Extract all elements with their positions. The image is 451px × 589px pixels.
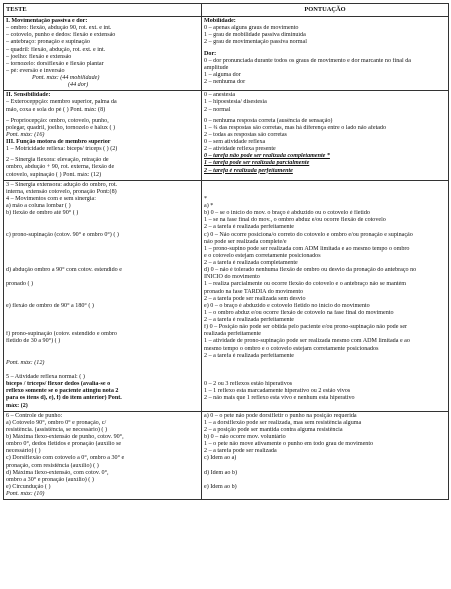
sec3-item: para os itens d), e), f) do item anterior) Pont. <box>6 395 122 402</box>
sec3-item: e) flexão de ombro de 90° a 180° ( ) <box>6 302 94 309</box>
score-line: 2 – a tarefa pode ser realizada <box>204 448 277 455</box>
sec2-item: 2 – Sinergia flexora: elevação, retração de <box>6 157 109 164</box>
score-line: 1 – se na fase final do mov., o ombro abduz e/ou ocorre flexão de cotovelo <box>204 217 386 224</box>
header-teste: TESTE <box>4 4 202 17</box>
sec4-item: pronação, com resistência (auxílio) ( ) <box>6 462 99 469</box>
sec1-item: – pé: eversão e inversão <box>6 67 65 74</box>
score-line: 2 – todas as respostas são corretas <box>204 131 287 138</box>
sec1-max-score: (44 dor) <box>68 82 89 89</box>
sec4-max-score: Pont. máx: (10) <box>6 491 45 497</box>
sec2-left-cell <box>4 91 202 180</box>
sec2-item: ombro, abdução + 90, rot. externa, flexão de <box>6 164 115 171</box>
score-line: 2 – a tarefa é realizada perfeitamente <box>204 352 294 359</box>
score-line: c) 0 – Não ocorre posiciona/o correto do cotovelo e ombro e/ou pronação e supinação <box>204 231 413 238</box>
sec2-item: – Exteroceppção: membro superior, palma da <box>6 99 117 106</box>
sec1-subtitle: Dor: <box>204 50 217 57</box>
sec1-title: I. Movimentação passiva e dor: <box>6 18 88 24</box>
sec2-item: – Propriocepção: ombro, cotovelo, punho, <box>6 117 109 124</box>
sec4-item: ombro 0°, dedos fletidos e pronação (auxílio se <box>6 441 122 448</box>
score-line: 0 – anestesia <box>204 92 236 99</box>
score-line: não pode ser realizada complete/e <box>204 238 287 245</box>
score-line: e) 0 – o braço é abduzido e cotovelo fletido no início do movimento <box>204 302 370 309</box>
score-line: 0 – 2 ou 3 reflexos estão hiperativos <box>204 381 293 388</box>
sec3-item: d) abdução ombro a 90° com cotov. estendido e <box>6 267 122 274</box>
score-line: 2 – grau de movimentação passiva normal <box>204 39 307 46</box>
sec3-max-score: Pont. máx: (12) <box>6 359 45 366</box>
score-line: b) 0 – se o início do mov. o braço é abduzido ou o cotovelo é fletido <box>204 210 370 217</box>
score-line: 2 – a tarefa é realizada completamente <box>204 260 298 266</box>
sec3-item: c) prono-supinação (cotov. 90° e ombro 0°) ( ) <box>6 231 119 238</box>
header-pontuacao: PONTUAÇÃO <box>202 4 449 17</box>
table-header-row <box>4 4 449 17</box>
sec2-item: 1 – Motricidade reflexa: bíceps/ tríceps ( ) (2) <box>6 146 118 153</box>
score-line: 2 – nenhuma dor <box>204 79 246 85</box>
sec1-item: – antebraço: pronação e supinação <box>6 39 90 46</box>
score-line: 2 – a tarefa é realizada perfeitamente <box>204 317 294 323</box>
table-row <box>4 411 449 500</box>
sec4-item: resistência. (assistência, se necessário) ( ) <box>6 426 108 433</box>
score-line: 1 – 1 reflexo esta marcadamente hiperativo ou 2 estão vivos <box>204 388 351 395</box>
sec1-max-score: Pont. máx: (44 mobilidade) <box>32 75 100 81</box>
sec4-item: ombro a 30° e pronação (auxílio) ( ) <box>6 476 94 483</box>
sec4-item: d) Máxima flexo-extensão, com cotov. 0°, <box>6 469 109 476</box>
score-line: d) 0 – não é tolerado nenhuma flexão de ombro ou desvio da pronação do antebraço no <box>204 267 417 274</box>
sec2-item: cotovelo, supinação ( ) Pont. máx: (12) <box>6 171 102 178</box>
sec4-item: c) Dorsiflexão com cotovelo a 0°, ombro a 30° e <box>6 455 125 462</box>
score-line: 0 – sem atividade reflexa <box>204 139 266 145</box>
score-line: d) Idem ao b) <box>204 469 237 476</box>
sec1-left-cell <box>4 17 202 91</box>
sec3-item: bíceps / tríceps/ flexor dedos (avalia-se o <box>6 381 111 388</box>
sec3-item: pronado ( ) <box>6 281 34 288</box>
sec4-right-cell <box>202 411 449 500</box>
table-row <box>4 180 449 411</box>
sec1-item: – cotovelo, punho e dedos: flexão e extensão <box>6 32 116 39</box>
sec3-item: 5 – Atividade reflexa normal: ( ) <box>6 374 85 380</box>
sec3-item: f) prono-supinação (cotov. estendido e ombro <box>6 331 117 338</box>
sec1-item: – ombro: flexão, abdução 90, rot. ext. e int. <box>6 25 112 32</box>
score-line: 1 – prono-supino pode ser realizada com ADM limitada e ao mesmo tempo o ombro <box>204 245 410 252</box>
score-line: pronado na fase TARDIA do movimento <box>204 288 304 295</box>
sec3-left-cell <box>4 180 202 411</box>
sec3-item: b) flexão de ombro até 90° ( ) <box>6 210 79 217</box>
score-line: 1 – hipoestesia/ disestesia <box>204 99 267 106</box>
score-line: 0 – dor pronunciada durante todos os graus de movimento e dor marcante no final da <box>204 57 411 64</box>
score-line: mesmo tempo o ombro e o cotovelo estejam corretamente posicionados <box>204 345 379 352</box>
sec3-item: reflexo somente se o paciente atingiu nota 2 <box>6 388 119 395</box>
score-line: realizada perfeitamente <box>204 331 262 338</box>
score-line: 2 – normal <box>204 106 231 113</box>
sec1-item: – quadril: flexão, abdução, rot. ext. e int. <box>6 46 106 53</box>
score-line: c) Idem ao a) <box>204 455 237 462</box>
sec1-subtitle: Mobilidade: <box>204 18 236 24</box>
score-line: 1 – ¾ das respostas são corretas, mas há diferença entre o lado não afetado <box>204 124 387 131</box>
score-line: INÍCIO do movimento <box>204 274 260 281</box>
sec3-item: máx: (2) <box>6 402 28 409</box>
score-line: 2 – a tarefa pode ser realizada sem desvio <box>204 295 306 302</box>
sec3-item: a) mão a coluna lombar ( ) <box>6 203 71 209</box>
score-line: 2 – atividade reflexa presente <box>204 146 276 153</box>
score-line: a) 0 – o pete não pode dorsifletir o punho na posição requerida <box>204 412 357 419</box>
fugl-meyer-table <box>3 3 449 500</box>
score-line: e) Idem ao b) <box>204 483 237 490</box>
score-line: 2 – não mais que 1 reflexo esta vivo e nenhum esta hiperativo <box>204 395 355 402</box>
sec4-item: a) Cotovelo 90°, ombro 0° e pronação, c/ <box>6 419 107 426</box>
score-line: f) 0 – Posição não pode ser obtida pelo paciente e/ou prono-supinação não pode ser <box>204 324 408 331</box>
score-line: amplitude <box>204 64 229 71</box>
sec2-item: polegar, quadril, joelho, tornozelo e hálux ( ) <box>6 124 116 131</box>
score-line: 1 – o ombro abduz e/ou ocorre flexão de cotovelo na fase final do movimento <box>204 309 394 316</box>
sec3-item: 4 – Movimentos com e sem sinergia: <box>6 195 96 202</box>
score-line: 0 – tarefa não pode ser realizada completamente * <box>204 153 330 160</box>
sec2-right-cell <box>202 91 449 180</box>
score-line: b) 0 – não ocorre mov. voluntário <box>204 434 286 440</box>
score-line: 1 – atividade de prono-supinação pode ser realizada mesmo com ADM limitada e ao <box>204 338 410 345</box>
sec1-item: – joelho: flexão e extensão <box>6 53 72 60</box>
sec4-item: 6 – Controle de punho: <box>6 412 63 419</box>
sec2-max-score: Pont. máx: (16) <box>6 131 45 138</box>
score-line: 1 – a dorsiflexão pode ser realizada, mas sem resistência alguma <box>204 419 362 426</box>
sec1-right-cell <box>202 17 449 91</box>
score-line: e o cotovelo estejam corretamente posicionados <box>204 252 321 259</box>
sec3-item: 3 – Sinergia extensora: adução do ombro, rot. <box>6 181 118 188</box>
score-line: 2 – tarefa é realizada perfeitamente <box>204 167 293 174</box>
score-line: a) * <box>204 203 214 209</box>
score-line: 1 – grau de mobilidade passiva diminuída <box>204 32 306 39</box>
sec4-item: necessário) ( ) <box>6 448 41 455</box>
score-line: 1 – o pete não move ativamente o punho em todo grau de movimento <box>204 441 374 448</box>
sec1-item: – tornozelo: dorsiflexão e flexão plantar <box>6 60 104 67</box>
score-line: 1 – tarefa pode ser realizada parcialmente <box>204 160 310 167</box>
sec4-item: e) Circundução ( ) <box>6 483 51 490</box>
sec3-item: fletido de 30 a 90°) ( ) <box>6 338 61 345</box>
score-line: * <box>204 195 208 202</box>
score-line: 2 – a tarefa é realizada perfeitamente <box>204 224 294 231</box>
sec3-item: interna, extensão cotovelo, pronação Pont:(8) <box>6 188 117 195</box>
table-row <box>4 91 449 180</box>
sec2-title: II. Sensibilidade: <box>6 92 51 99</box>
score-line: 0 – nenhuma resposta correta (ausência de sensação) <box>204 117 333 124</box>
score-line: 1 – alguma dor <box>204 71 241 78</box>
sec4-left-cell <box>4 411 202 500</box>
sec3-title: III. Função motora de membro superior <box>6 139 111 145</box>
table-row <box>4 17 449 91</box>
sec2-item: mão, coxa e sola do pé ( ) Pont. máx: (8) <box>6 106 106 113</box>
score-line: 1 – realiza parcialmente ou ocorre flexão do cotovelo e o antebraço não se mantém <box>204 281 407 288</box>
score-line: 2 – a posição pode ser mantida contra alguma resistência <box>204 426 343 433</box>
sec3-right-cell <box>202 180 449 411</box>
score-line: 0 – apenas alguns graus de movimento <box>204 25 299 32</box>
sec4-item: b) Máxima flexo-extensão de punho, cotov. 90°, <box>6 434 124 440</box>
